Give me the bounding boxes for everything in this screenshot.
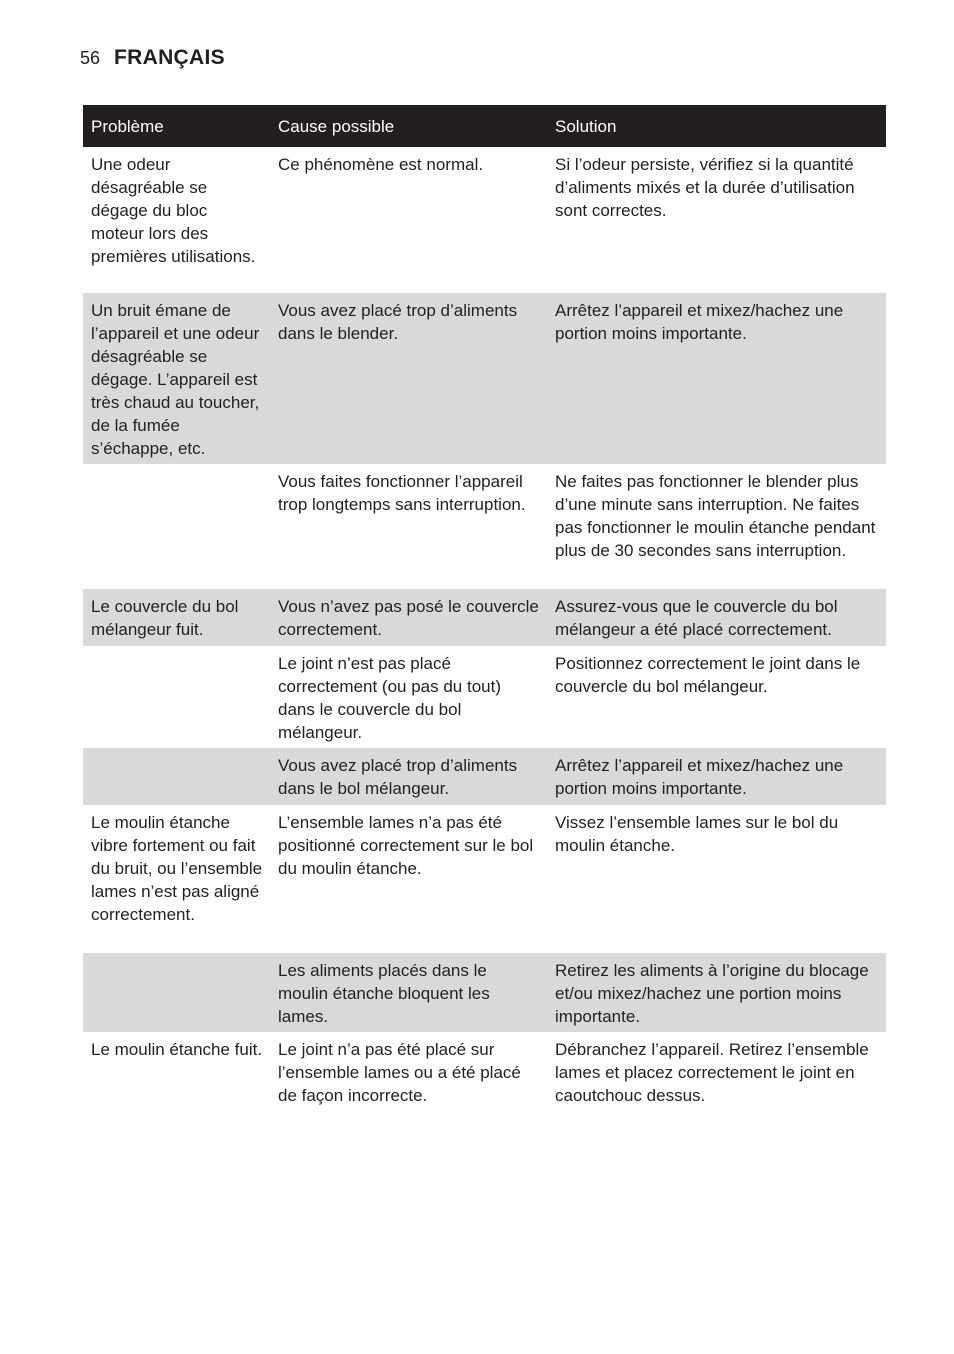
solution-cell: Ne faites pas fonctionner le blender plus d’une minute sans interruption. Ne faites pas fonctionner le moulin étanche pendant plus de 30 secondes sans interruption. [555,472,876,560]
table-row [83,1032,886,1134]
cause-cell: Le joint n’a pas été placé sur l’ensemble lames ou a été placé de façon incorrecte. [278,1040,521,1105]
column-header-problem: Problème [91,116,164,136]
table-row [83,464,886,589]
column-header-solution: Solution [555,116,617,136]
problem-cell [83,953,270,1032]
section-title: FRANÇAIS [114,46,225,69]
troubleshooting-table [83,105,886,1134]
table-row [83,953,886,1032]
table-row [83,293,886,464]
problem-cell [83,464,270,589]
problem-cell: Un bruit émane de l’appareil et une odeur désagréable se dégage. L’appareil est très chaud au toucher, de la fumée s’échappe, etc. [91,301,260,458]
table-row [83,805,886,953]
page-header [80,46,225,76]
cause-cell: Les aliments placés dans le moulin étanche bloquent les lames. [278,961,490,1026]
column-header-cause: Cause possible [278,116,395,136]
table-header [83,105,886,147]
solution-cell: Débranchez l’appareil. Retirez l’ensemble lames et placez correctement le joint en caoutchouc dessus. [555,1040,869,1105]
problem-cell: Le moulin étanche vibre fortement ou fait du bruit, ou l’ensemble lames n’est pas aligné correctement. [91,813,263,924]
cause-cell: Vous avez placé trop d’aliments dans le bol mélangeur. [278,756,518,798]
cause-cell: Le joint n’est pas placé correctement (ou pas du tout) dans le couvercle du bol mélangeur. [278,654,502,742]
table-row [83,589,886,646]
problem-cell: Le moulin étanche fuit. [91,1040,263,1059]
cause-cell: Vous n’avez pas posé le couvercle correctement. [278,597,539,639]
table-row [83,147,886,293]
table-row [83,748,886,805]
solution-cell: Vissez l’ensemble lames sur le bol du moulin étanche. [555,813,839,855]
solution-cell: Si l’odeur persiste, vérifiez si la quantité d’aliments mixés et la durée d’utilisation sont correctes. [555,155,855,220]
cause-cell: Vous faites fonctionner l’appareil trop longtemps sans interruption. [278,472,526,514]
problem-cell: Une odeur désagréable se dégage du bloc moteur lors des premières utilisations. [91,155,256,266]
problem-cell: Le couvercle du bol mélangeur fuit. [91,597,239,639]
problem-cell [83,646,270,748]
solution-cell: Arrêtez l’appareil et mixez/hachez une portion moins importante. [555,301,844,343]
problem-cell [83,748,270,805]
solution-cell: Positionnez correctement le joint dans le couvercle du bol mélangeur. [555,654,861,696]
solution-cell: Assurez-vous que le couvercle du bol mélangeur a été placé correctement. [555,597,838,639]
page-number: 56 [80,48,101,68]
solution-cell: Retirez les aliments à l’origine du blocage et/ou mixez/hachez une portion moins importante. [555,961,869,1026]
table-row [83,646,886,748]
cause-cell: Vous avez placé trop d’aliments dans le blender. [278,301,518,343]
solution-cell: Arrêtez l’appareil et mixez/hachez une portion moins importante. [555,756,844,798]
cause-cell: L’ensemble lames n’a pas été positionné correctement sur le bol du moulin étanche. [278,813,534,878]
cause-cell: Ce phénomène est normal. [278,155,484,174]
